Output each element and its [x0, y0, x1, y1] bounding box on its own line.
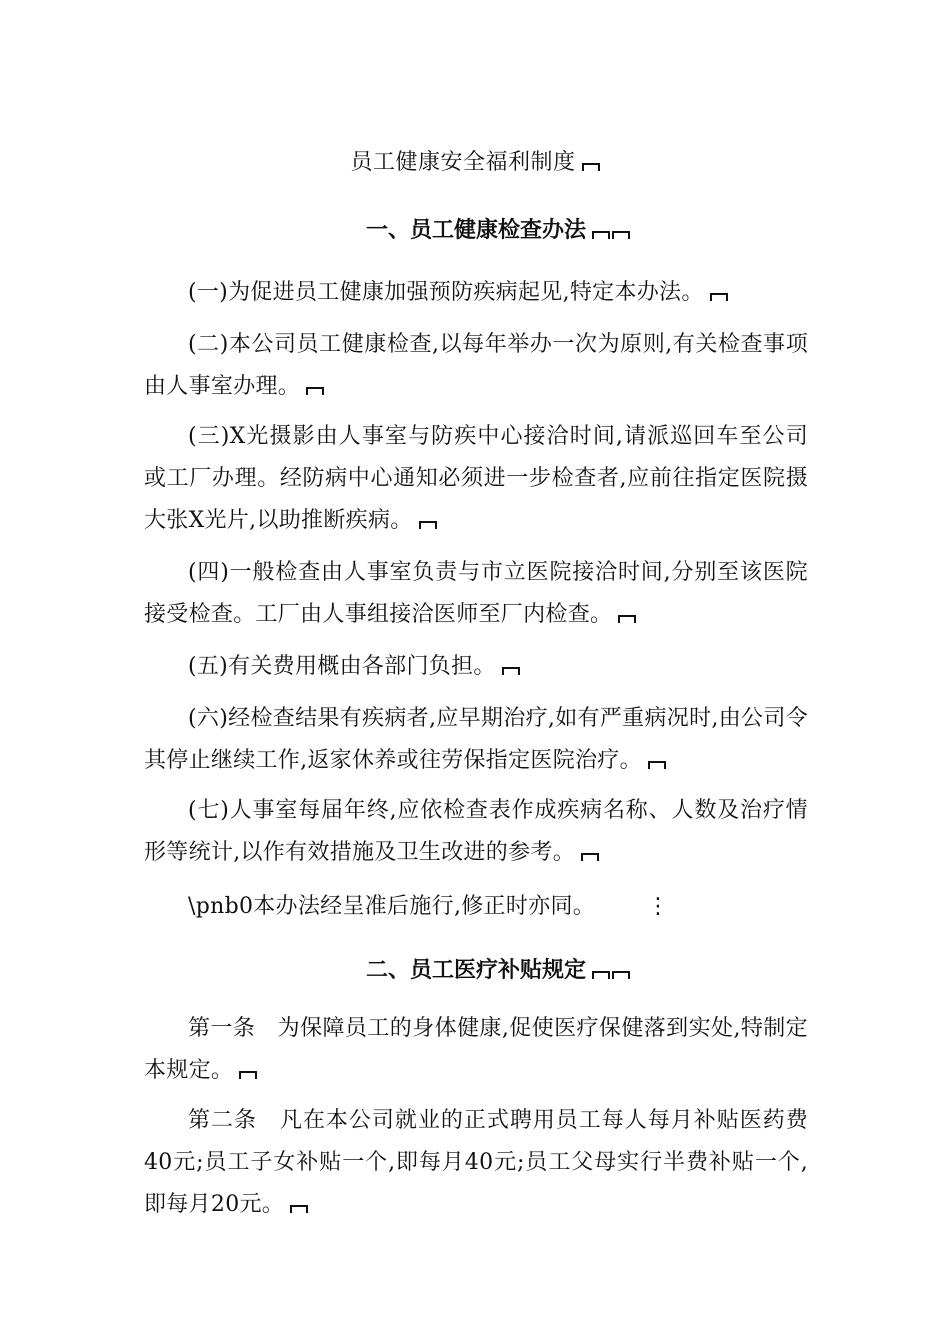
paragraph-text: (六)经检查结果有疾病者,应早期治疗,如有严重病况时,由公司令其停止继续工作,返家休养或往劳保指定医院治疗。 — [144, 706, 808, 773]
section-1-paragraph-8 — [144, 886, 808, 928]
section-1-paragraph-1 — [144, 272, 808, 314]
paragraph-mark-icon — [502, 667, 520, 675]
paragraph-mark-icon — [239, 1071, 257, 1079]
paragraph-mark-icon — [582, 163, 600, 171]
paragraph-text: 第二条 凡在本公司就业的正式聘用员工每人每月补贴医药费40元;员工子女补贴一个,即每月40元;员工父母实行半费补贴一个,即每月20元。 — [144, 1108, 808, 1217]
vertical-dots-icon: ⋮ — [647, 894, 670, 919]
section-1-paragraph-2 — [144, 324, 808, 408]
paragraph-mark-icon — [612, 231, 630, 239]
paragraph-text: (二)本公司员工健康检查,以每年举办一次为原则,有关检查事项由人事室办理。 — [144, 332, 808, 399]
paragraph-mark-icon — [612, 971, 630, 979]
document-title — [0, 148, 950, 178]
section-2-article-1 — [144, 1008, 808, 1092]
paragraph-text: (七)人事室每届年终,应依检查表作成疾病名称、人数及治疗情形等统计,以作有效措施及卫生改进的参考。 — [144, 798, 808, 865]
paragraph-text: (一)为促进员工健康加强预防疾病起见,特定本办法。 — [188, 280, 704, 305]
section-1-paragraph-3 — [144, 416, 808, 542]
paragraph-mark-icon — [648, 761, 666, 769]
paragraph-text: 第一条 为保障员工的身体健康,促使医疗保健落到实处,特制定本规定。 — [144, 1016, 808, 1083]
section-heading-1 — [0, 216, 950, 246]
section-heading-2-text: 二、员工医疗补贴规定 — [365, 958, 586, 983]
section-1-paragraph-6 — [144, 698, 808, 782]
section-1-paragraph-5 — [144, 646, 808, 688]
section-heading-1-text: 一、员工健康检查办法 — [365, 218, 586, 243]
section-2-article-2 — [144, 1100, 808, 1226]
paragraph-mark-icon — [592, 231, 610, 239]
section-1-paragraph-4 — [144, 552, 808, 636]
paragraph-mark-icon — [290, 1205, 308, 1213]
paragraph-text: \pnb0本办法经呈准后施行,修正时亦同。 — [188, 894, 596, 919]
paragraph-mark-icon — [592, 971, 610, 979]
paragraph-text: (四)一般检查由人事室负责与市立医院接洽时间,分别至该医院接受检查。工厂由人事组接洽医师至厂内检查。 — [144, 560, 808, 627]
paragraph-mark-icon — [618, 615, 636, 623]
paragraph-text: (五)有关费用概由各部门负担。 — [188, 654, 496, 679]
section-1-paragraph-7 — [144, 790, 808, 874]
paragraph-mark-icon — [581, 853, 599, 861]
document-title-text: 员工健康安全福利制度 — [350, 150, 576, 175]
paragraph-text: (三)X光摄影由人事室与防疾中心接洽时间,请派巡回车至公司或工厂办理。经防病中心通知必须进一步检查者,应前往指定医院摄大张X光片,以助推断疾病。 — [144, 424, 808, 533]
paragraph-mark-icon — [710, 293, 728, 301]
paragraph-mark-icon — [306, 387, 324, 395]
paragraph-mark-icon — [419, 521, 437, 529]
section-heading-2 — [0, 956, 950, 986]
